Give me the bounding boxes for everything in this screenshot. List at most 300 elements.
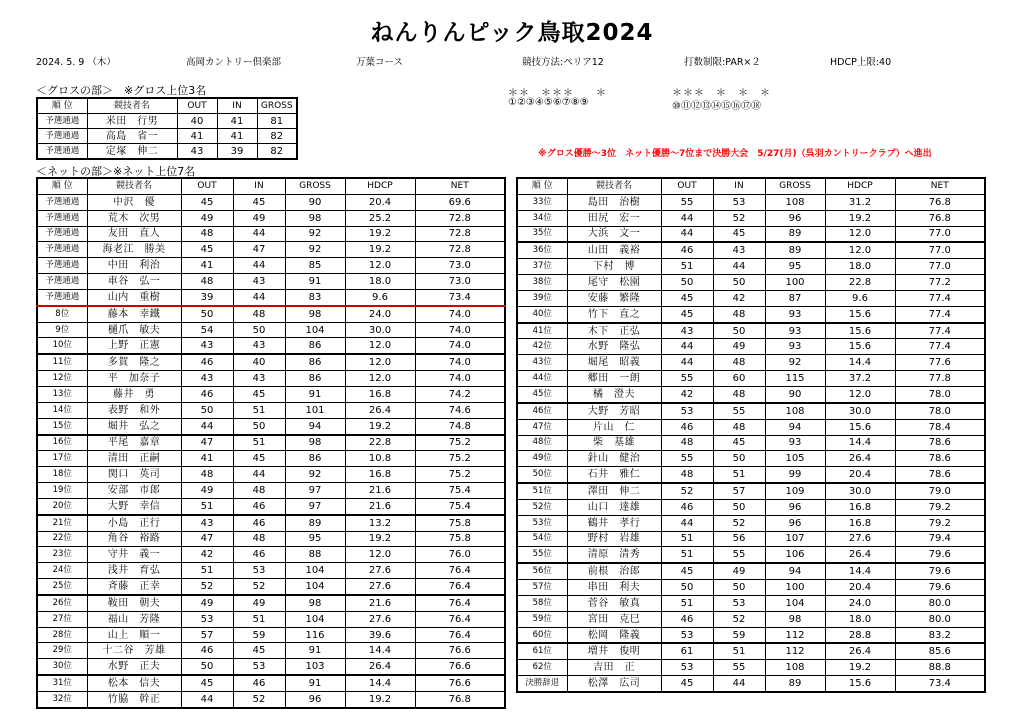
gross-cell: 86 <box>285 354 345 370</box>
out-cell: 46 <box>661 611 713 627</box>
table-row <box>517 419 985 435</box>
out-cell: 44 <box>181 418 233 434</box>
net-results-table-right <box>516 177 986 693</box>
hdcp-cell: 9.6 <box>345 289 415 305</box>
in-cell: 53 <box>233 563 285 579</box>
rank-cell: 12位 <box>37 371 87 387</box>
table-row <box>37 306 505 322</box>
column-header: IN <box>233 178 285 194</box>
hdcp-cell: 19.2 <box>345 531 415 547</box>
gross-cell: 116 <box>285 627 345 643</box>
rank-cell: 10位 <box>37 338 87 354</box>
in-cell: 46 <box>233 498 285 514</box>
net-cell: 74.0 <box>415 322 505 338</box>
hdcp-cell: 30.0 <box>825 403 895 419</box>
in-cell: 42 <box>713 290 765 306</box>
net-cell: 76.6 <box>415 643 505 659</box>
hdcp-cell: 30.0 <box>345 322 415 338</box>
out-cell: 43 <box>181 338 233 354</box>
out-cell: 53 <box>181 611 233 627</box>
rank-cell: 17位 <box>37 451 87 467</box>
hdcp-cell: 19.2 <box>345 418 415 434</box>
player-name-cell: 藤井 勇 <box>87 386 181 402</box>
column-header: GROSS <box>285 178 345 194</box>
gross-cell: 81 <box>257 114 297 129</box>
table-row <box>517 210 985 226</box>
hdcp-cell: 12.0 <box>825 242 895 258</box>
in-cell: 56 <box>713 531 765 547</box>
rank-cell: 42位 <box>517 339 567 355</box>
out-cell: 44 <box>181 692 233 708</box>
rank-cell: 9位 <box>37 322 87 338</box>
out-cell: 41 <box>181 451 233 467</box>
table-row <box>517 643 985 659</box>
player-name-cell: 小島 正行 <box>87 515 181 531</box>
hdcp-cell: 21.6 <box>345 595 415 611</box>
gross-cell: 92 <box>285 226 345 242</box>
player-name-cell: 上野 正憲 <box>87 338 181 354</box>
out-cell: 49 <box>181 483 233 499</box>
rank-cell: 61位 <box>517 643 567 659</box>
out-cell: 48 <box>661 435 713 451</box>
net-cell: 74.0 <box>415 338 505 354</box>
table-row <box>37 563 505 579</box>
player-name-cell: 堀尾 昭義 <box>567 355 661 371</box>
rank-cell: 41位 <box>517 323 567 339</box>
rank-cell: 予選通過 <box>37 274 87 290</box>
out-cell: 53 <box>661 627 713 643</box>
player-name-cell: 清原 清秀 <box>567 547 661 563</box>
gross-cell: 85 <box>285 258 345 274</box>
rank-cell: 44位 <box>517 371 567 387</box>
in-cell: 41 <box>217 114 257 129</box>
rank-cell: 26位 <box>37 595 87 611</box>
rank-cell: 予選通過 <box>37 129 87 144</box>
net-cell: 79.6 <box>895 563 985 579</box>
in-cell: 48 <box>713 306 765 322</box>
in-cell: 53 <box>713 595 765 611</box>
net-cell: 75.2 <box>415 467 505 483</box>
rank-cell: 30位 <box>37 659 87 675</box>
column-header: IN <box>713 178 765 194</box>
holes-out-numbers: ①②③④⑤⑥⑦⑧⑨ <box>508 97 589 108</box>
hdcp-cell: 19.2 <box>345 242 415 258</box>
table-row <box>37 386 505 402</box>
table-row <box>517 547 985 563</box>
net-cell: 73.0 <box>415 258 505 274</box>
hdcp-cell: 26.4 <box>825 451 895 467</box>
table-row <box>37 547 505 563</box>
player-name-cell: 中田 利治 <box>87 258 181 274</box>
out-cell: 52 <box>181 579 233 595</box>
gross-cell: 108 <box>765 660 825 676</box>
hdcp-cell: 9.6 <box>825 290 895 306</box>
net-cell: 77.4 <box>895 306 985 322</box>
player-name-cell: 竹下 直之 <box>567 306 661 322</box>
out-cell: 46 <box>661 419 713 435</box>
in-cell: 45 <box>233 643 285 659</box>
table-row <box>37 418 505 434</box>
out-cell: 57 <box>181 627 233 643</box>
table-row <box>37 322 505 338</box>
net-section-title: ＜ネットの部＞※ネット上位7名 <box>36 165 196 178</box>
table-row <box>37 675 505 691</box>
hdcp-cell: 15.6 <box>825 419 895 435</box>
rank-cell: 47位 <box>517 419 567 435</box>
hdcp-cell: 14.4 <box>345 675 415 691</box>
table-row <box>37 194 505 210</box>
hdcp-cell: 27.6 <box>345 579 415 595</box>
page-title: ねんりんピック鳥取2024 <box>370 20 654 46</box>
table-row <box>517 339 985 355</box>
in-cell: 46 <box>233 547 285 563</box>
rank-cell: 51位 <box>517 483 567 499</box>
net-cell: 75.8 <box>415 531 505 547</box>
out-cell: 46 <box>181 386 233 402</box>
hdcp-cell: 12.0 <box>345 258 415 274</box>
player-name-cell: 斉藤 正幸 <box>87 579 181 595</box>
net-cell: 77.6 <box>895 355 985 371</box>
out-cell: 49 <box>181 210 233 226</box>
holes-in-numbers: ⑩⑪⑫⑬⑭⑮⑯⑰⑱ <box>672 101 761 112</box>
player-name-cell: 友田 直人 <box>87 226 181 242</box>
hdcp-cell: 13.2 <box>345 515 415 531</box>
table-row <box>37 435 505 451</box>
hidden-holes-out-marks: ＊＊ ＊＊＊ ＊ <box>508 88 607 99</box>
in-cell: 43 <box>233 338 285 354</box>
rank-cell: 55位 <box>517 547 567 563</box>
gross-cell: 86 <box>285 338 345 354</box>
out-cell: 44 <box>661 339 713 355</box>
net-results-table-left <box>36 177 506 709</box>
player-name-cell: 郷田 一朗 <box>567 371 661 387</box>
out-cell: 43 <box>177 144 217 160</box>
rank-cell: 56位 <box>517 563 567 579</box>
in-cell: 53 <box>713 194 765 210</box>
hdcp-cell: 15.6 <box>825 676 895 692</box>
rank-cell: 14位 <box>37 402 87 418</box>
hdcp-cell: 18.0 <box>825 611 895 627</box>
in-cell: 50 <box>233 322 285 338</box>
net-cell: 69.6 <box>415 194 505 210</box>
out-cell: 51 <box>181 498 233 514</box>
table-row <box>37 451 505 467</box>
net-cell: 75.2 <box>415 451 505 467</box>
rank-cell: 35位 <box>517 226 567 242</box>
out-cell: 54 <box>181 322 233 338</box>
table-row <box>37 659 505 675</box>
rank-cell: 27位 <box>37 611 87 627</box>
in-cell: 45 <box>713 435 765 451</box>
net-cell: 76.8 <box>895 210 985 226</box>
in-cell: 50 <box>713 451 765 467</box>
player-name-cell: 車谷 弘一 <box>87 274 181 290</box>
hdcp-cell: 19.2 <box>825 660 895 676</box>
table-row <box>517 226 985 242</box>
player-name-cell: 多賀 隆之 <box>87 354 181 370</box>
rank-cell: 45位 <box>517 386 567 402</box>
table-row <box>517 323 985 339</box>
hdcp-cell: 27.6 <box>345 611 415 627</box>
out-cell: 40 <box>177 114 217 129</box>
out-cell: 45 <box>661 563 713 579</box>
rank-cell: 40位 <box>517 306 567 322</box>
net-cell: 78.0 <box>895 386 985 402</box>
tournament-date: 2024. 5. 9 （木） <box>36 57 116 68</box>
table-row <box>37 274 505 290</box>
rank-cell: 21位 <box>37 515 87 531</box>
column-header: OUT <box>181 178 233 194</box>
in-cell: 51 <box>713 643 765 659</box>
rank-cell: 33位 <box>517 194 567 210</box>
net-cell: 76.4 <box>415 563 505 579</box>
column-header: 競技者名 <box>87 178 181 194</box>
hdcp-cell: 12.0 <box>345 371 415 387</box>
column-header: GROSS <box>765 178 825 194</box>
gross-cell: 91 <box>285 274 345 290</box>
in-cell: 51 <box>233 435 285 451</box>
table-row <box>37 643 505 659</box>
player-name-cell: 安藤 繁隆 <box>567 290 661 306</box>
hdcp-cell: 37.2 <box>825 371 895 387</box>
gross-cell: 104 <box>285 563 345 579</box>
out-cell: 41 <box>177 129 217 144</box>
net-cell: 75.4 <box>415 483 505 499</box>
hdcp-cell: 14.4 <box>825 355 895 371</box>
out-cell: 44 <box>661 210 713 226</box>
table-row <box>37 595 505 611</box>
gross-cell: 104 <box>285 611 345 627</box>
rank-cell: 24位 <box>37 563 87 579</box>
net-cell: 78.0 <box>895 403 985 419</box>
hdcp-cell: 14.4 <box>825 563 895 579</box>
rank-cell: 54位 <box>517 531 567 547</box>
rank-cell: 34位 <box>517 210 567 226</box>
table-row <box>37 354 505 370</box>
hdcp-cell: 19.2 <box>345 226 415 242</box>
in-cell: 50 <box>713 275 765 291</box>
gross-cell: 90 <box>285 194 345 210</box>
hdcp-cell: 12.0 <box>825 226 895 242</box>
player-name-cell: 澤田 伸二 <box>567 483 661 499</box>
table-row <box>517 306 985 322</box>
in-cell: 45 <box>233 194 285 210</box>
gross-results-table <box>36 97 298 160</box>
rank-cell: 50位 <box>517 467 567 483</box>
gross-cell: 100 <box>765 580 825 596</box>
hdcp-cell: 25.2 <box>345 210 415 226</box>
gross-cell: 95 <box>285 531 345 547</box>
in-cell: 50 <box>713 580 765 596</box>
net-cell: 78.4 <box>895 419 985 435</box>
rank-cell: 39位 <box>517 290 567 306</box>
player-name-cell: 十二谷 芳雄 <box>87 643 181 659</box>
column-header: OUT <box>661 178 713 194</box>
net-cell: 79.2 <box>895 515 985 531</box>
net-cell: 76.8 <box>895 194 985 210</box>
table-row <box>37 402 505 418</box>
hdcp-cell: 12.0 <box>345 354 415 370</box>
hdcp-cell: 28.8 <box>825 627 895 643</box>
player-name-cell: 片山 仁 <box>567 419 661 435</box>
net-cell: 74.8 <box>415 418 505 434</box>
net-cell: 79.6 <box>895 547 985 563</box>
rank-cell: 23位 <box>37 547 87 563</box>
out-cell: 45 <box>181 675 233 691</box>
net-cell: 85.6 <box>895 643 985 659</box>
in-cell: 48 <box>233 306 285 322</box>
in-cell: 57 <box>713 483 765 499</box>
gross-cell: 101 <box>285 402 345 418</box>
net-cell: 78.6 <box>895 451 985 467</box>
rank-cell: 20位 <box>37 498 87 514</box>
hdcp-cell: 21.6 <box>345 498 415 514</box>
gross-cell: 87 <box>765 290 825 306</box>
hdcp-cell: 39.6 <box>345 627 415 643</box>
table-row <box>517 483 985 499</box>
hdcp-cell: 16.8 <box>345 467 415 483</box>
rank-cell: 予選通過 <box>37 226 87 242</box>
rank-cell: 38位 <box>517 275 567 291</box>
net-cell: 74.0 <box>415 306 505 322</box>
table-row <box>517 627 985 643</box>
player-name-cell: 石井 雅仁 <box>567 467 661 483</box>
out-cell: 45 <box>181 194 233 210</box>
final-advancement-note: ※グロス優勝～3位 ネット優勝～7位まで決勝大会 5/27(月)（呉羽カントリークラブ）へ進出 <box>538 149 932 159</box>
in-cell: 60 <box>713 371 765 387</box>
venue-name: 高岡カントリー倶楽部 <box>186 57 282 68</box>
table-row <box>517 435 985 451</box>
out-cell: 43 <box>181 371 233 387</box>
rank-cell: 予選通過 <box>37 289 87 305</box>
out-cell: 51 <box>181 563 233 579</box>
in-cell: 48 <box>713 386 765 402</box>
out-cell: 45 <box>661 676 713 692</box>
player-name-cell: 平 加奈子 <box>87 371 181 387</box>
table-row <box>37 114 297 129</box>
out-cell: 48 <box>661 467 713 483</box>
hdcp-cell: 20.4 <box>825 580 895 596</box>
hdcp-cell: 14.4 <box>345 643 415 659</box>
gross-cell: 94 <box>765 563 825 579</box>
column-header: 順 位 <box>37 178 87 194</box>
rank-cell: 28位 <box>37 627 87 643</box>
player-name-cell: 樋爪 敏夫 <box>87 322 181 338</box>
player-name-cell: 竹脇 幹正 <box>87 692 181 708</box>
out-cell: 46 <box>181 354 233 370</box>
table-row <box>517 611 985 627</box>
gross-cell: 92 <box>285 467 345 483</box>
gross-cell: 106 <box>765 547 825 563</box>
out-cell: 46 <box>661 499 713 515</box>
gross-cell: 93 <box>765 435 825 451</box>
table-row <box>37 242 505 258</box>
gross-cell: 98 <box>285 210 345 226</box>
hdcp-cell: 31.2 <box>825 194 895 210</box>
hdcp-cell: 14.4 <box>825 435 895 451</box>
net-cell: 75.8 <box>415 515 505 531</box>
player-name-cell: 宮田 克巳 <box>567 611 661 627</box>
net-cell: 75.2 <box>415 435 505 451</box>
rank-cell: 48位 <box>517 435 567 451</box>
player-name-cell: 関口 英司 <box>87 467 181 483</box>
rank-cell: 59位 <box>517 611 567 627</box>
out-cell: 47 <box>181 531 233 547</box>
net-cell: 88.8 <box>895 660 985 676</box>
table-row <box>517 259 985 275</box>
net-cell: 77.0 <box>895 226 985 242</box>
in-cell: 45 <box>233 386 285 402</box>
in-cell: 46 <box>233 675 285 691</box>
in-cell: 50 <box>713 499 765 515</box>
in-cell: 43 <box>233 274 285 290</box>
out-cell: 55 <box>661 371 713 387</box>
net-cell: 74.2 <box>415 386 505 402</box>
gross-cell: 92 <box>765 355 825 371</box>
rank-cell: 49位 <box>517 451 567 467</box>
net-cell: 72.8 <box>415 210 505 226</box>
table-row <box>37 289 505 305</box>
out-cell: 39 <box>181 289 233 305</box>
rank-cell: 11位 <box>37 354 87 370</box>
in-cell: 46 <box>233 515 285 531</box>
rank-cell: 決勝辞退 <box>517 676 567 692</box>
player-name-cell: 串田 利夫 <box>567 580 661 596</box>
column-header: OUT <box>177 98 217 114</box>
in-cell: 41 <box>217 129 257 144</box>
player-name-cell: 浅井 育弘 <box>87 563 181 579</box>
player-name-cell: 堀井 弘之 <box>87 418 181 434</box>
player-name-cell: 橘 澄夫 <box>567 386 661 402</box>
rank-cell: 53位 <box>517 515 567 531</box>
rank-cell: 19位 <box>37 483 87 499</box>
gross-cell: 115 <box>765 371 825 387</box>
table-row <box>517 580 985 596</box>
in-cell: 52 <box>233 692 285 708</box>
out-cell: 42 <box>181 547 233 563</box>
gross-cell: 86 <box>285 371 345 387</box>
gross-cell: 89 <box>765 226 825 242</box>
rank-cell: 31位 <box>37 675 87 691</box>
table-row <box>37 611 505 627</box>
out-cell: 41 <box>181 258 233 274</box>
net-cell: 73.0 <box>415 274 505 290</box>
gross-cell: 109 <box>765 483 825 499</box>
out-cell: 44 <box>661 355 713 371</box>
net-cell: 79.0 <box>895 483 985 499</box>
player-name-cell: 山内 重樹 <box>87 289 181 305</box>
in-cell: 43 <box>233 371 285 387</box>
gross-cell: 104 <box>765 595 825 611</box>
in-cell: 52 <box>713 611 765 627</box>
net-cell: 76.8 <box>415 692 505 708</box>
net-cell: 76.4 <box>415 579 505 595</box>
table-row <box>37 579 505 595</box>
gross-cell: 104 <box>285 579 345 595</box>
net-cell: 76.4 <box>415 611 505 627</box>
table-row <box>517 242 985 258</box>
out-cell: 47 <box>181 435 233 451</box>
gross-cell: 98 <box>285 595 345 611</box>
out-cell: 53 <box>661 403 713 419</box>
gross-cell: 94 <box>765 419 825 435</box>
table-row <box>37 483 505 499</box>
gross-cell: 108 <box>765 194 825 210</box>
player-name-cell: 松本 信夫 <box>87 675 181 691</box>
table-row <box>37 627 505 643</box>
column-header: 順 位 <box>37 98 87 114</box>
rank-cell: 15位 <box>37 418 87 434</box>
